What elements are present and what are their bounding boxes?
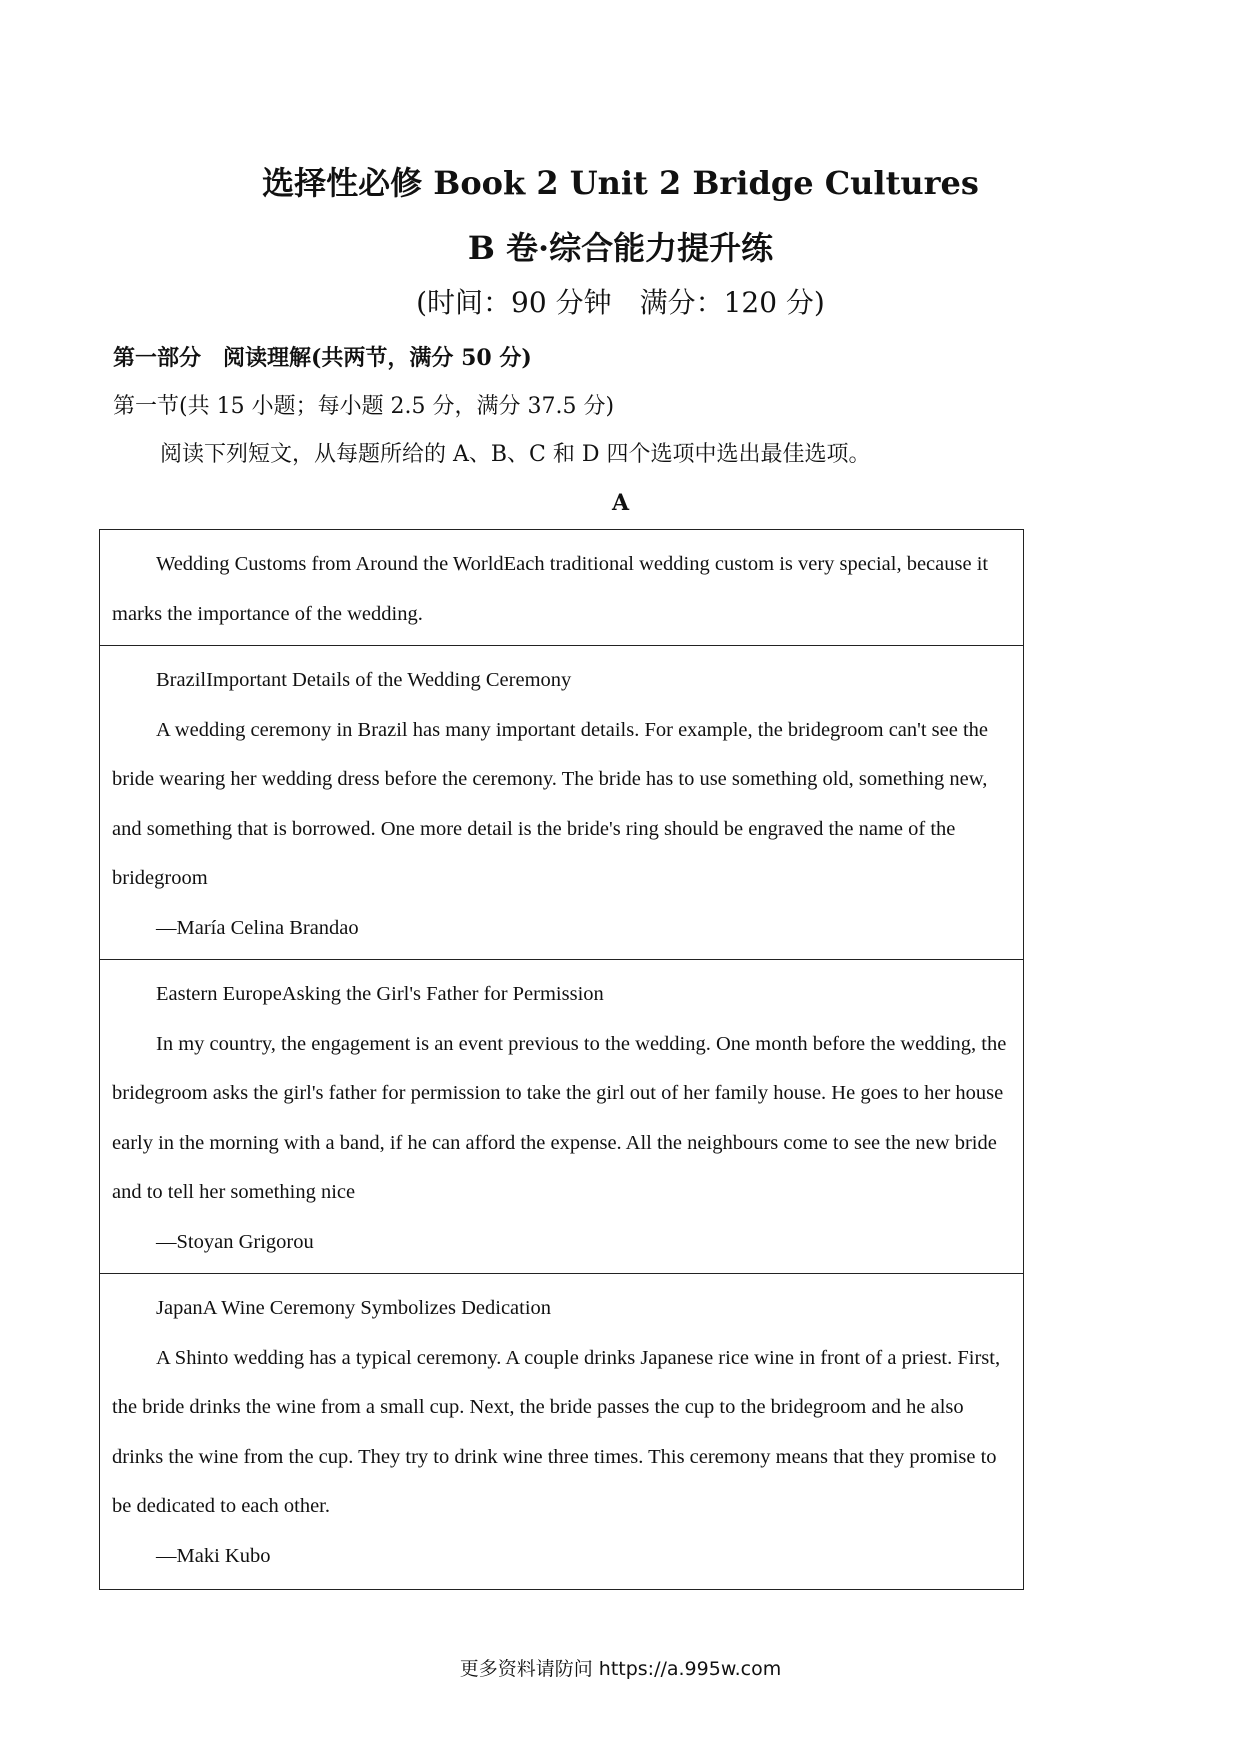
passage-intro-text: Wedding Customs from Around the WorldEach traditional wedding custom is very special, because it marks the importance of the wedding. xyxy=(112,553,989,625)
japan-section-body: A Shinto wedding has a typical ceremony. A couple drinks Japanese rice wine in front of a priest. First, the bride drinks the wine from a small cup. Next, the bride passes the cup to the bridegroom and he also drinks the wine from the cup. They try to drink wine three times. This ceremony means that they promise to be dedicated to each other. xyxy=(112,1346,1001,1517)
time-and-score-info: (时间：90 分钟 满分：120 分) xyxy=(416,286,825,319)
document-subtitle: B 卷·综合能力提升练 xyxy=(467,229,774,267)
brazil-section-author: —María Celina Brandao xyxy=(156,916,359,939)
brazil-section-cell xyxy=(100,646,1023,960)
japan-section-author: —Maki Kubo xyxy=(156,1544,271,1567)
japan-section-cell xyxy=(100,1274,1023,1589)
eastern-europe-section-cell xyxy=(100,960,1023,1274)
part-one-heading: 第一部分 阅读理解(共两节，满分 50 分) xyxy=(113,345,532,371)
brazil-section-body: A wedding ceremony in Brazil has many important details. For example, the bridegroom can't see the bride wearing her wedding dress before the ceremony. The bride has to use something old, something new, and something that is borrowed. One more detail is the bride's ring should be engraved the name of the bridegroom xyxy=(112,718,989,889)
brazil-section-heading: BrazilImportant Details of the Wedding Ceremony xyxy=(156,669,572,691)
document-title: 选择性必修 Book 2 Unit 2 Bridge Cultures xyxy=(262,164,979,202)
reading-instruction: 阅读下列短文，从每题所给的 A、B、C 和 D 四个选项中选出最佳选项。 xyxy=(160,442,871,467)
passage-label: A xyxy=(611,490,630,516)
eastern-europe-section-body: In my country, the engagement is an event previous to the wedding. One month before the wedding, the bridegroom asks the girl's father for permission to take the girl out of her family house. He goes to her house early in the morning with a band, if he can afford the expense. All the neighbours come to see the new bride and to tell her something nice xyxy=(112,1032,1007,1203)
passage-intro-cell xyxy=(100,530,1023,646)
section-one-heading: 第一节(共 15 小题；每小题 2.5 分，满分 37.5 分) xyxy=(113,394,615,419)
passage-table xyxy=(99,529,1024,1590)
footer-text: 更多资料请防问 https://a.995w.com xyxy=(459,1658,782,1680)
eastern-europe-section-heading: Eastern EuropeAsking the Girl's Father for Permission xyxy=(156,983,604,1005)
japan-section-heading: JapanA Wine Ceremony Symbolizes Dedication xyxy=(156,1297,552,1319)
eastern-europe-section-author: —Stoyan Grigorou xyxy=(156,1230,314,1253)
